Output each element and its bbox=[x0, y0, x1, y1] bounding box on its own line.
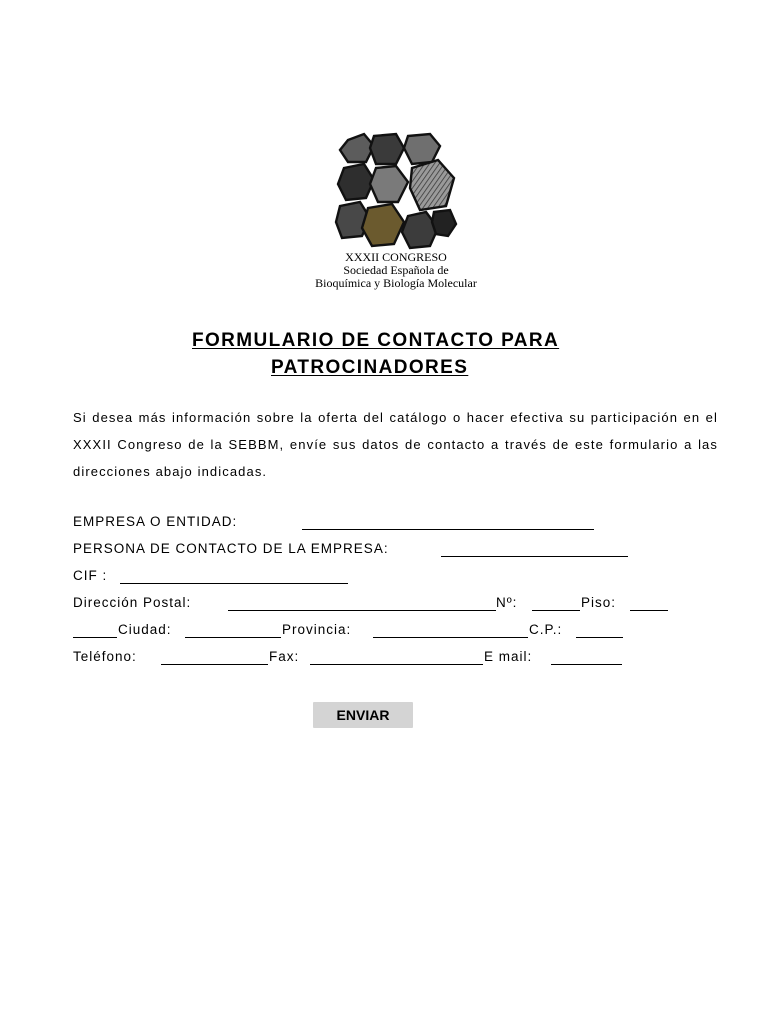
ciudad-label: Ciudad: bbox=[118, 622, 172, 637]
empresa-field[interactable] bbox=[302, 529, 594, 530]
logo-cell-5 bbox=[370, 166, 408, 202]
fax-field[interactable] bbox=[310, 664, 483, 665]
email-label: E mail: bbox=[484, 649, 533, 664]
cif-label: CIF : bbox=[73, 568, 108, 583]
logo-cell-4 bbox=[338, 164, 374, 200]
intro-paragraph: Si desea más información sobre la oferta del catálogo o hacer efectiva su participación en el XXXII Congreso de la SEBBM, envíe sus datos de contacto a través de este formulario a las direcciones abajo indicadas. bbox=[73, 410, 718, 479]
direccion-label: Dirección Postal: bbox=[73, 595, 192, 610]
cp-label: C.P.: bbox=[529, 622, 563, 637]
congress-logo bbox=[334, 132, 458, 252]
fax-label: Fax: bbox=[269, 649, 300, 664]
logo-caption bbox=[290, 251, 502, 290]
piso-field[interactable] bbox=[630, 610, 668, 611]
piso-extra-field[interactable] bbox=[73, 637, 117, 638]
logo-cell-10 bbox=[432, 210, 456, 236]
provincia-label: Provincia: bbox=[282, 622, 352, 637]
persona-label: PERSONA DE CONTACTO DE LA EMPRESA: bbox=[73, 541, 389, 556]
logo-line-2: Sociedad Española de bbox=[343, 263, 449, 277]
provincia-field[interactable] bbox=[373, 637, 528, 638]
empresa-label: EMPRESA O ENTIDAD: bbox=[73, 514, 238, 529]
direccion-field[interactable] bbox=[228, 610, 496, 611]
telefono-label: Teléfono: bbox=[73, 649, 137, 664]
telefono-field[interactable] bbox=[161, 664, 268, 665]
page-title-line-1: FORMULARIO DE CONTACTO PARA bbox=[192, 330, 560, 351]
cif-field[interactable] bbox=[120, 583, 348, 584]
piso-label: Piso: bbox=[581, 595, 617, 610]
logo-cell-3 bbox=[404, 134, 440, 164]
ciudad-field[interactable] bbox=[185, 637, 281, 638]
logo-cell-2 bbox=[370, 134, 404, 164]
numero-field[interactable] bbox=[532, 610, 580, 611]
email-field[interactable] bbox=[551, 664, 622, 665]
cp-field[interactable] bbox=[576, 637, 623, 638]
page-title-line-2: PATROCINADORES bbox=[271, 357, 469, 378]
logo-line-1: XXXII CONGRESO bbox=[345, 250, 447, 264]
logo-cell-8 bbox=[362, 204, 404, 246]
enviar-button[interactable]: ENVIAR bbox=[313, 702, 413, 728]
persona-field[interactable] bbox=[441, 556, 628, 557]
numero-label: Nº: bbox=[496, 595, 518, 610]
logo-line-3: Bioquímica y Biología Molecular bbox=[315, 276, 477, 290]
logo-cell-6 bbox=[410, 160, 454, 210]
